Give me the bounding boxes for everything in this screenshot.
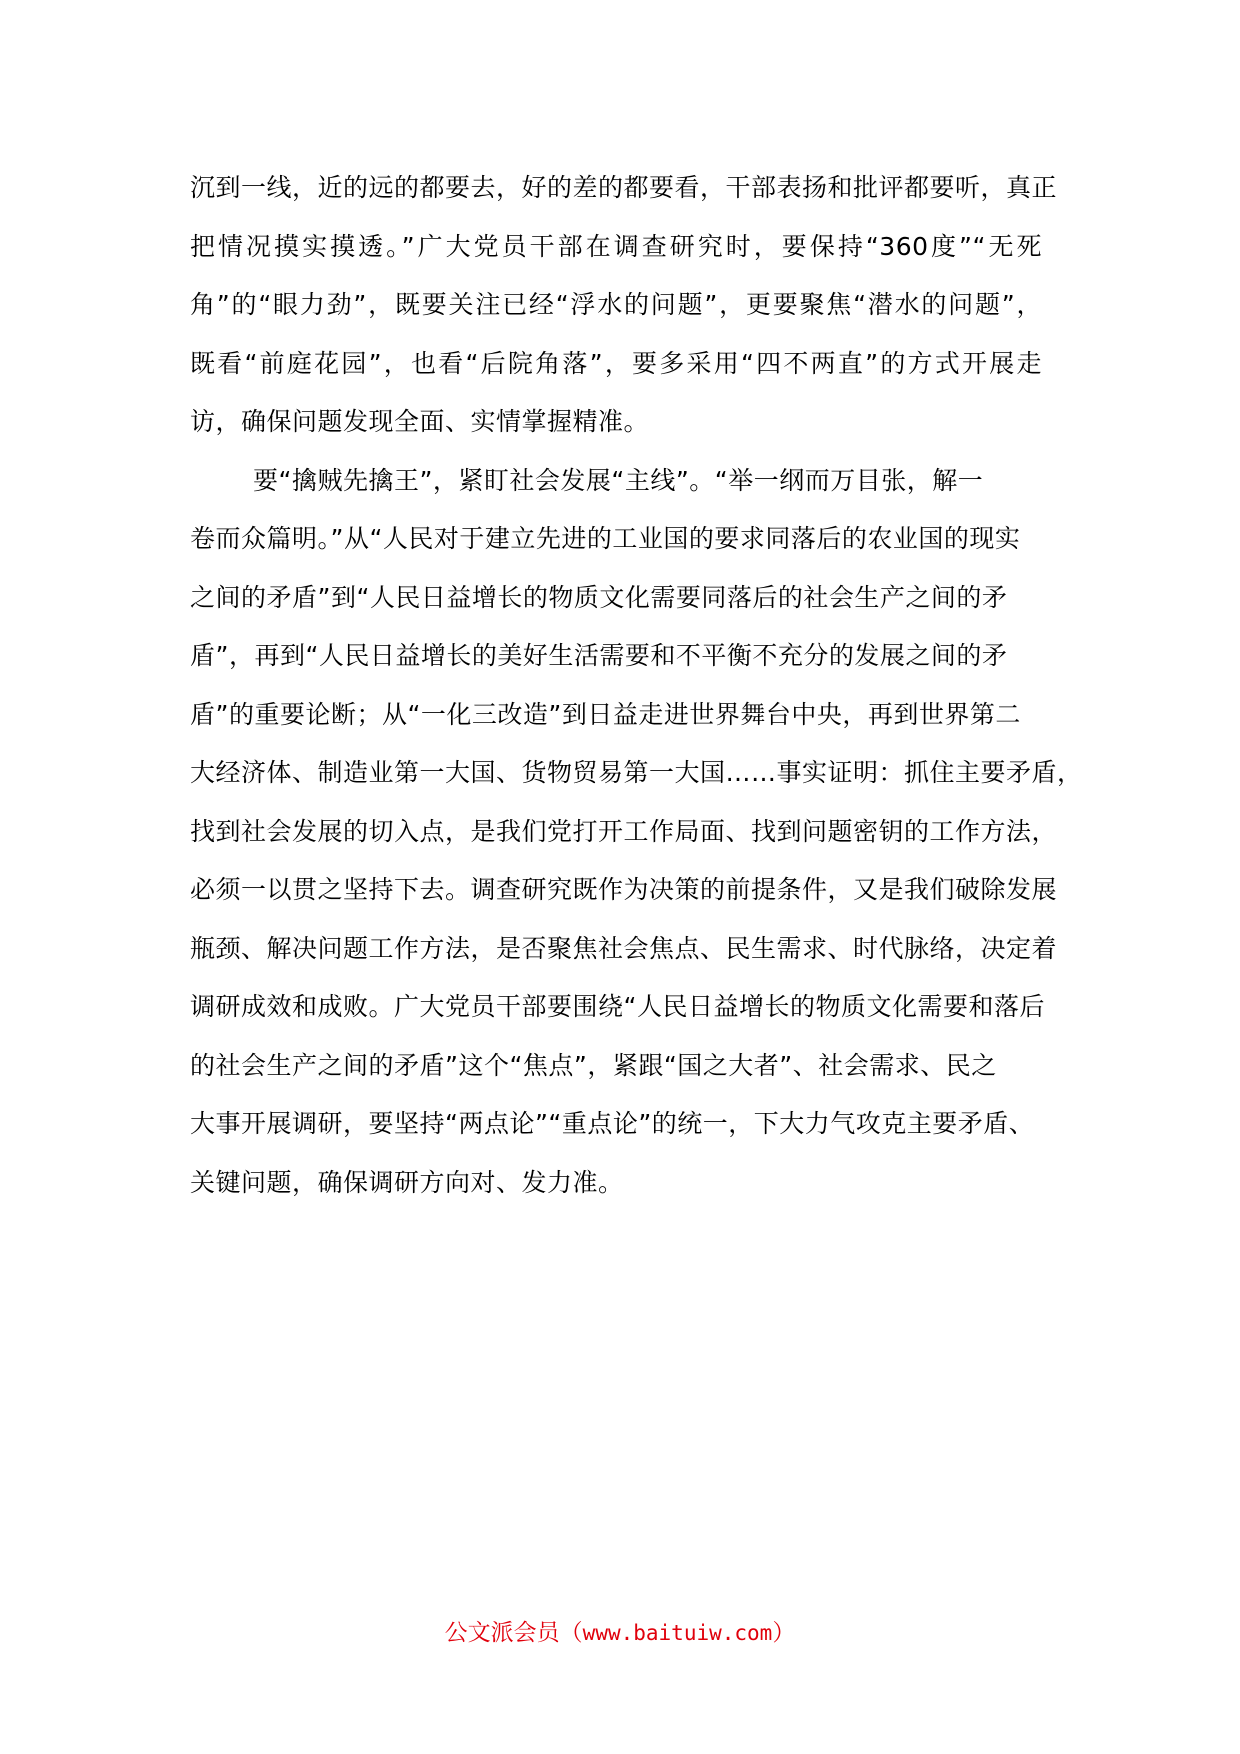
paragraph-line: 找到社会发展的切入点，是我们党打开工作局面、找到问题密钥的工作方法， bbox=[190, 817, 1058, 846]
paragraph-line: 盾”的重要论断；从“一化三改造”到日益走进世界舞台中央，再到世界第二 bbox=[190, 700, 1021, 729]
footer-label: 公文派会员 bbox=[444, 1620, 560, 1646]
footer-close-paren: ） bbox=[772, 1620, 796, 1646]
paragraph-line: 把情况摸实摸透。”广大党员干部在调查研究时，要保持“360度”“无死 bbox=[190, 232, 1042, 261]
paragraph-line: 盾”，再到“人民日益增长的美好生活需要和不平衡不充分的发展之间的矛 bbox=[190, 641, 1008, 670]
paragraph-line: 大事开展调研，要坚持“两点论”“重点论”的统一，下大力气攻克主要矛盾、 bbox=[190, 1109, 1035, 1138]
paragraph-line: 必须一以贯之坚持下去。调查研究既作为决策的前提条件，又是我们破除发展 bbox=[190, 875, 1058, 904]
footer-watermark bbox=[0, 1618, 1240, 1648]
paragraph-line: 要“擒贼先擒王”，紧盯社会发展“主线”。“举一纲而万目张，解一 bbox=[253, 466, 984, 495]
paragraph-line: 瓶颈、解决问题工作方法，是否聚焦社会焦点、民生需求、时代脉络，决定着 bbox=[190, 934, 1058, 963]
footer-open-paren: （ bbox=[559, 1620, 583, 1646]
paragraph-line: 之间的矛盾”到“人民日益增长的物质文化需要同落后的社会生产之间的矛 bbox=[190, 583, 1008, 612]
paragraph-line: 沉到一线，近的远的都要去，好的差的都要看，干部表扬和批评都要听，真正 bbox=[190, 173, 1058, 202]
footer-url-link[interactable]: www.baituiw.com bbox=[582, 1621, 773, 1645]
paragraph-line: 卷而众篇明。”从“人民对于建立先进的工业国的要求同落后的农业国的现实 bbox=[190, 524, 1021, 553]
paragraph-line: 调研成效和成败。广大党员干部要围绕“人民日益增长的物质文化需要和落后 bbox=[190, 992, 1045, 1021]
paragraph-line: 访，确保问题发现全面、实情掌握精准。 bbox=[190, 407, 650, 436]
paragraph-line: 大经济体、制造业第一大国、货物贸易第一大国……事实证明：抓住主要矛盾， bbox=[190, 758, 1083, 787]
paragraph-line: 既看“前庭花园”，也看“后院角落”，要多采用“四不两直”的方式开展走 bbox=[190, 349, 1042, 378]
paragraph-line: 的社会生产之间的矛盾”这个“焦点”，紧跟“国之大者”、社会需求、民之 bbox=[190, 1051, 997, 1080]
paragraph-line: 角”的“眼力劲”，既要关注已经“浮水的问题”，更要聚焦“潜水的问题”， bbox=[190, 290, 1042, 319]
paragraph-line: 关键问题，确保调研方向对、发力准。 bbox=[190, 1168, 624, 1197]
